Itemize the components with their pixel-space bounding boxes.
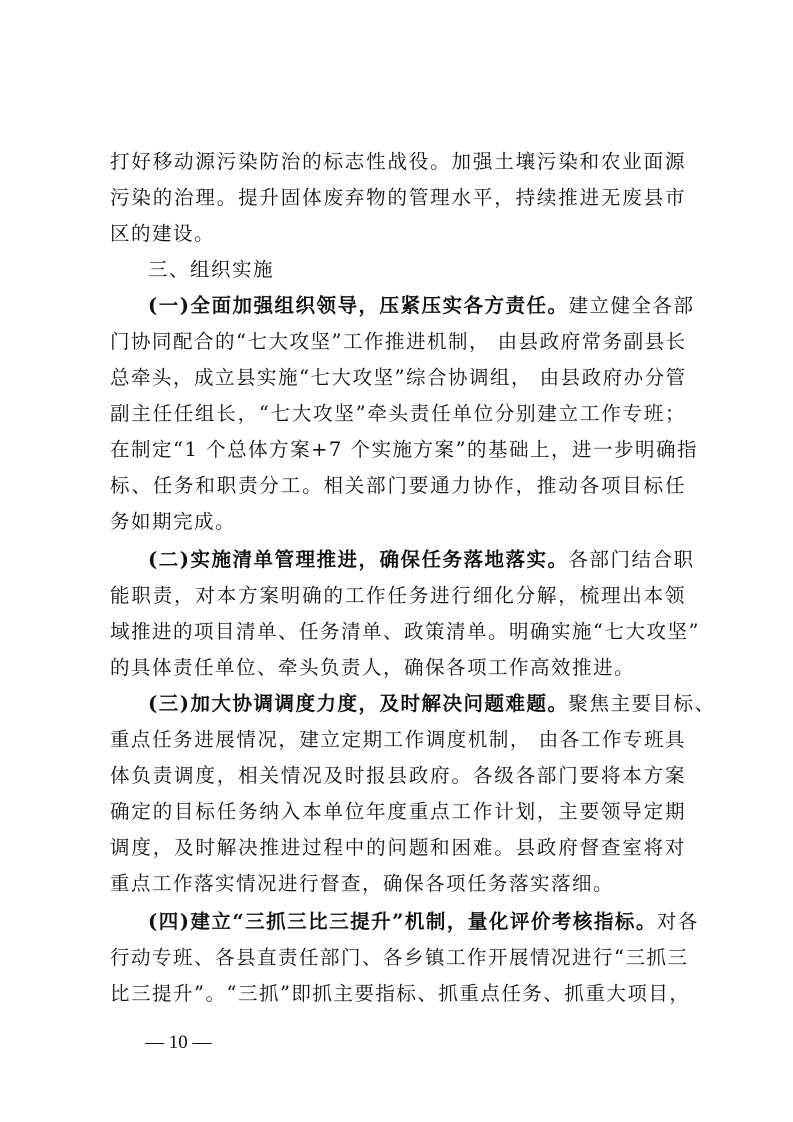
page-number: — 10 — [145,1032,212,1053]
item-3-line: 重点工作落实情况进行督查，确保各项任务落实落细。 [110,872,615,895]
item-3-line: 体负责调度，相关情况及时报县政府。各级各部门要将本方案 [110,764,686,787]
item-2-line: 域推进的项目清单、任务清单、政策清单。明确实施“七大攻坚” [110,620,700,643]
section-title: 三、组织实施 [148,258,275,281]
item-1-line: 副主任任组长，“七大攻坚”牵头责任单位分别建立工作专班； [110,402,686,425]
item-4-line: 比三提升”。“三抓”即抓主要指标、抓重点任务、抓重大项目， [110,982,691,1005]
item-1-line: 在制定“1 个总体方案+7 个实施方案”的基础上，进一步明确指 [110,438,698,461]
item-2-line: 的具体责任单位、牵头负责人，确保各项工作高效推进。 [110,656,636,679]
item-3-line: 确定的目标任务纳入本单位年度重点工作计划，主要领导定期 [110,800,686,823]
item-1-heading: (一)全面加强组织领导，压紧压实各方责任。 [148,294,569,317]
item-3-first-rest: 聚焦主要目标、 [568,692,716,715]
item-4-line: 行动专班、各县直责任部门、各乡镇工作开展情况进行“三抓三 [110,946,689,969]
item-1-line: 总牵头，成立县实施“七大攻坚”综合协调组， 由县政府办分管 [110,366,687,389]
item-3-line: 重点任务进展情况，建立定期工作调度机制， 由各工作专班具 [110,728,686,751]
item-3-heading: (三)加大协调调度力度，及时解决问题难题。 [148,692,569,715]
item-3-line: 调度，及时解决推进过程中的问题和困难。县政府督查室将对 [110,836,686,859]
intro-line-1: 打好移动源污染防治的标志性战役。加强土壤污染和农业面源 [110,150,686,173]
item-3-first-line [148,692,716,716]
item-1-first-line [148,294,695,318]
item-2-heading: (二)实施清单管理推进，确保任务落地落实。 [148,548,569,571]
intro-line-2: 污染的治理。提升固体废弃物的管理水平，持续推进无废县市 [110,186,686,209]
item-1-first-rest: 建立健全各部 [568,294,695,317]
item-2-first-line [148,548,695,572]
item-4-heading: (四)建立“三抓三比三提升”机制，量化评价考核指标。 [148,910,657,933]
item-1-line: 门协同配合的“七大攻坚”工作推进机制， 由县政府常务副县长 [110,330,687,353]
item-4-first-line [148,910,699,934]
item-1-line: 标、任务和职责分工。相关部门要通力协作，推动各项目标任 [110,474,686,497]
intro-line-3: 区的建设。 [110,222,216,245]
item-2-line: 能职责，对本方案明确的工作任务进行细化分解，梳理出本领 [110,584,686,607]
item-1-line: 务如期完成。 [110,510,237,533]
item-2-first-rest: 各部门结合职 [568,548,695,571]
item-4-first-rest: 对各 [656,910,699,933]
